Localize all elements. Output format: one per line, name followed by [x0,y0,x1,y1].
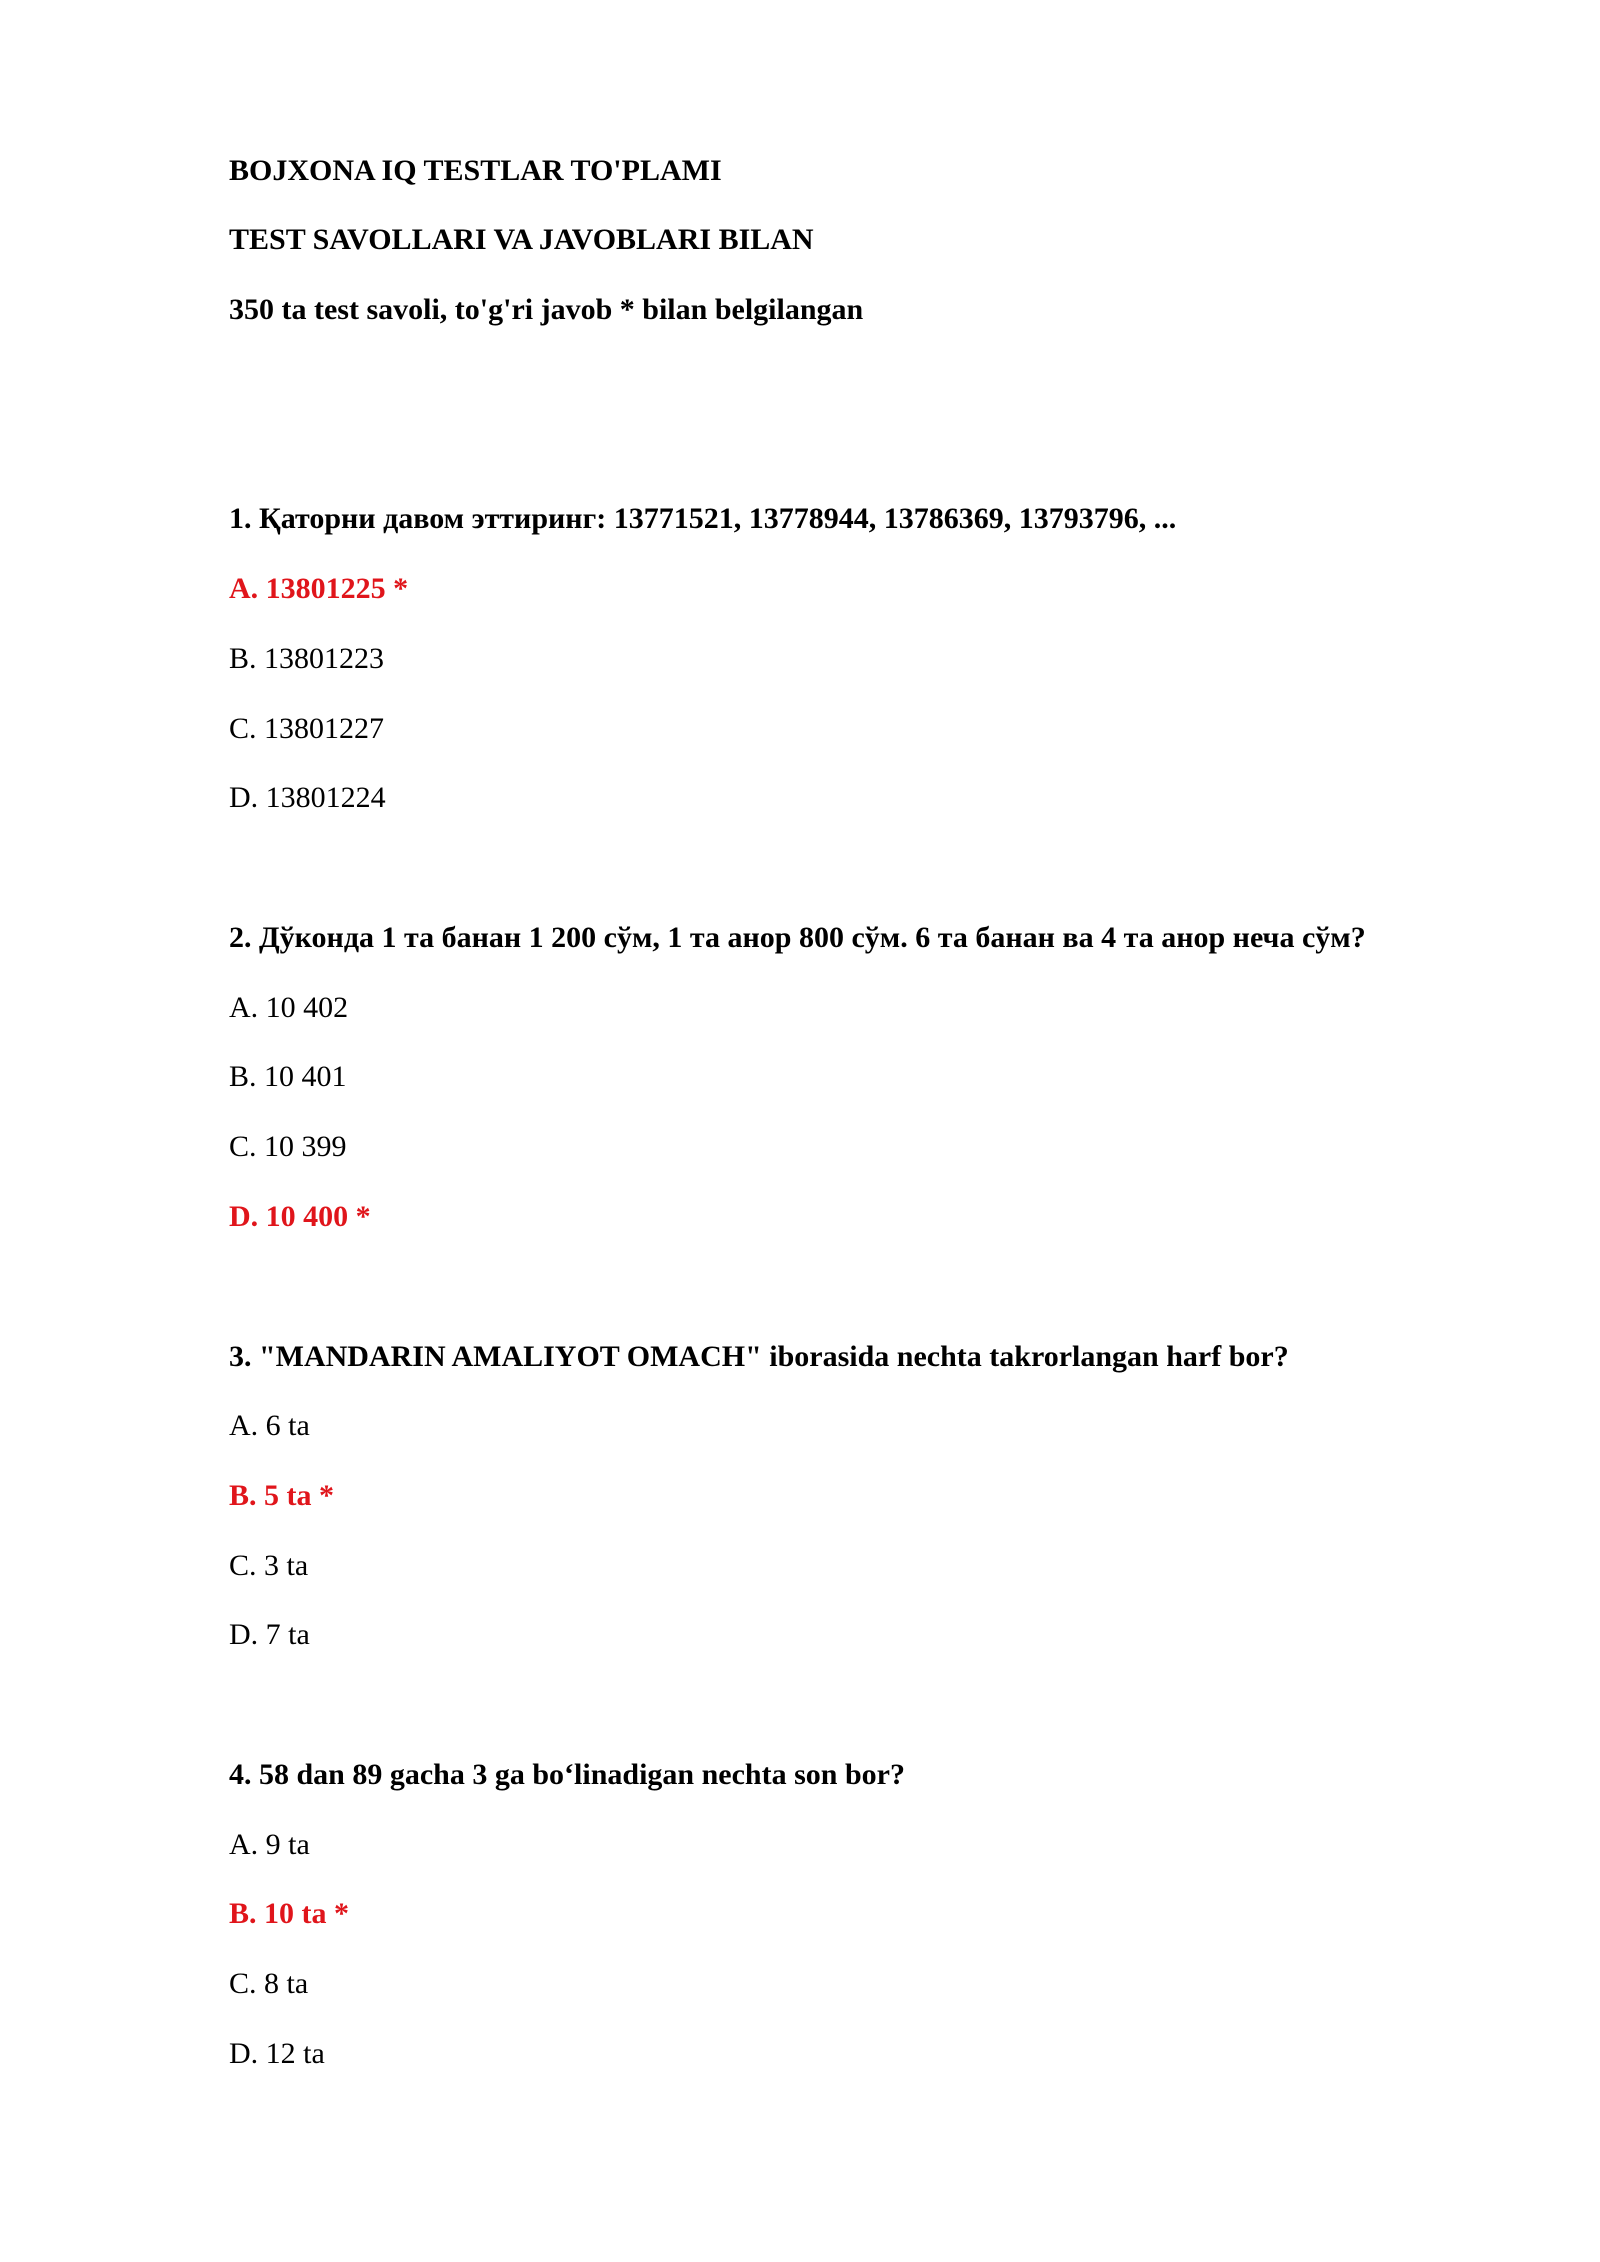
question-1-option-d: D. 13801224 [229,781,386,814]
question-2-option-a: A. 10 402 [229,991,349,1024]
question-4-option-c: C. 8 ta [229,1967,309,2000]
question-4-text: 4. 58 dan 89 gacha 3 ga bo‘linadigan nechta son bor? [229,1758,905,1791]
question-4-option-a: A. 9 ta [229,1828,310,1861]
question-1-option-c: C. 13801227 [229,712,385,745]
question-2-option-d: D. 10 400 * [229,1200,371,1233]
document-title: BOJXONA IQ TESTLAR TO'PLAMI [229,154,722,187]
question-3-option-a: A. 6 ta [229,1409,310,1442]
document-subtitle: TEST SAVOLLARI VA JAVOBLARI BILAN [229,223,814,256]
question-2-text: 2. Дўконда 1 та банан 1 200 сўм, 1 та анор 800 сўм. 6 та банан ва 4 та анор неча сўм? [229,921,1366,954]
question-2-option-b: B. 10 401 [229,1060,347,1093]
question-3-text: 3. "MANDARIN AMALIYOT OMACH" iborasida nechta takrorlangan harf bor? [229,1340,1289,1373]
question-3-option-b: B. 5 ta * [229,1479,334,1512]
question-4-option-b: B. 10 ta * [229,1897,349,1930]
question-2-option-c: C. 10 399 [229,1130,347,1163]
question-3-option-c: C. 3 ta [229,1549,309,1582]
question-1-text: 1. Қаторни давом эттиринг: 13771521, 13778944, 13786369, 13793796, ... [229,502,1177,535]
question-3-option-d: D. 7 ta [229,1618,310,1651]
document-note: 350 ta test savoli, to'g'ri javob * bilan belgilangan [229,293,864,326]
question-1-option-b: B. 13801223 [229,642,385,675]
question-1-option-a: A. 13801225 * [229,572,409,605]
question-4-option-d: D. 12 ta [229,2037,325,2070]
